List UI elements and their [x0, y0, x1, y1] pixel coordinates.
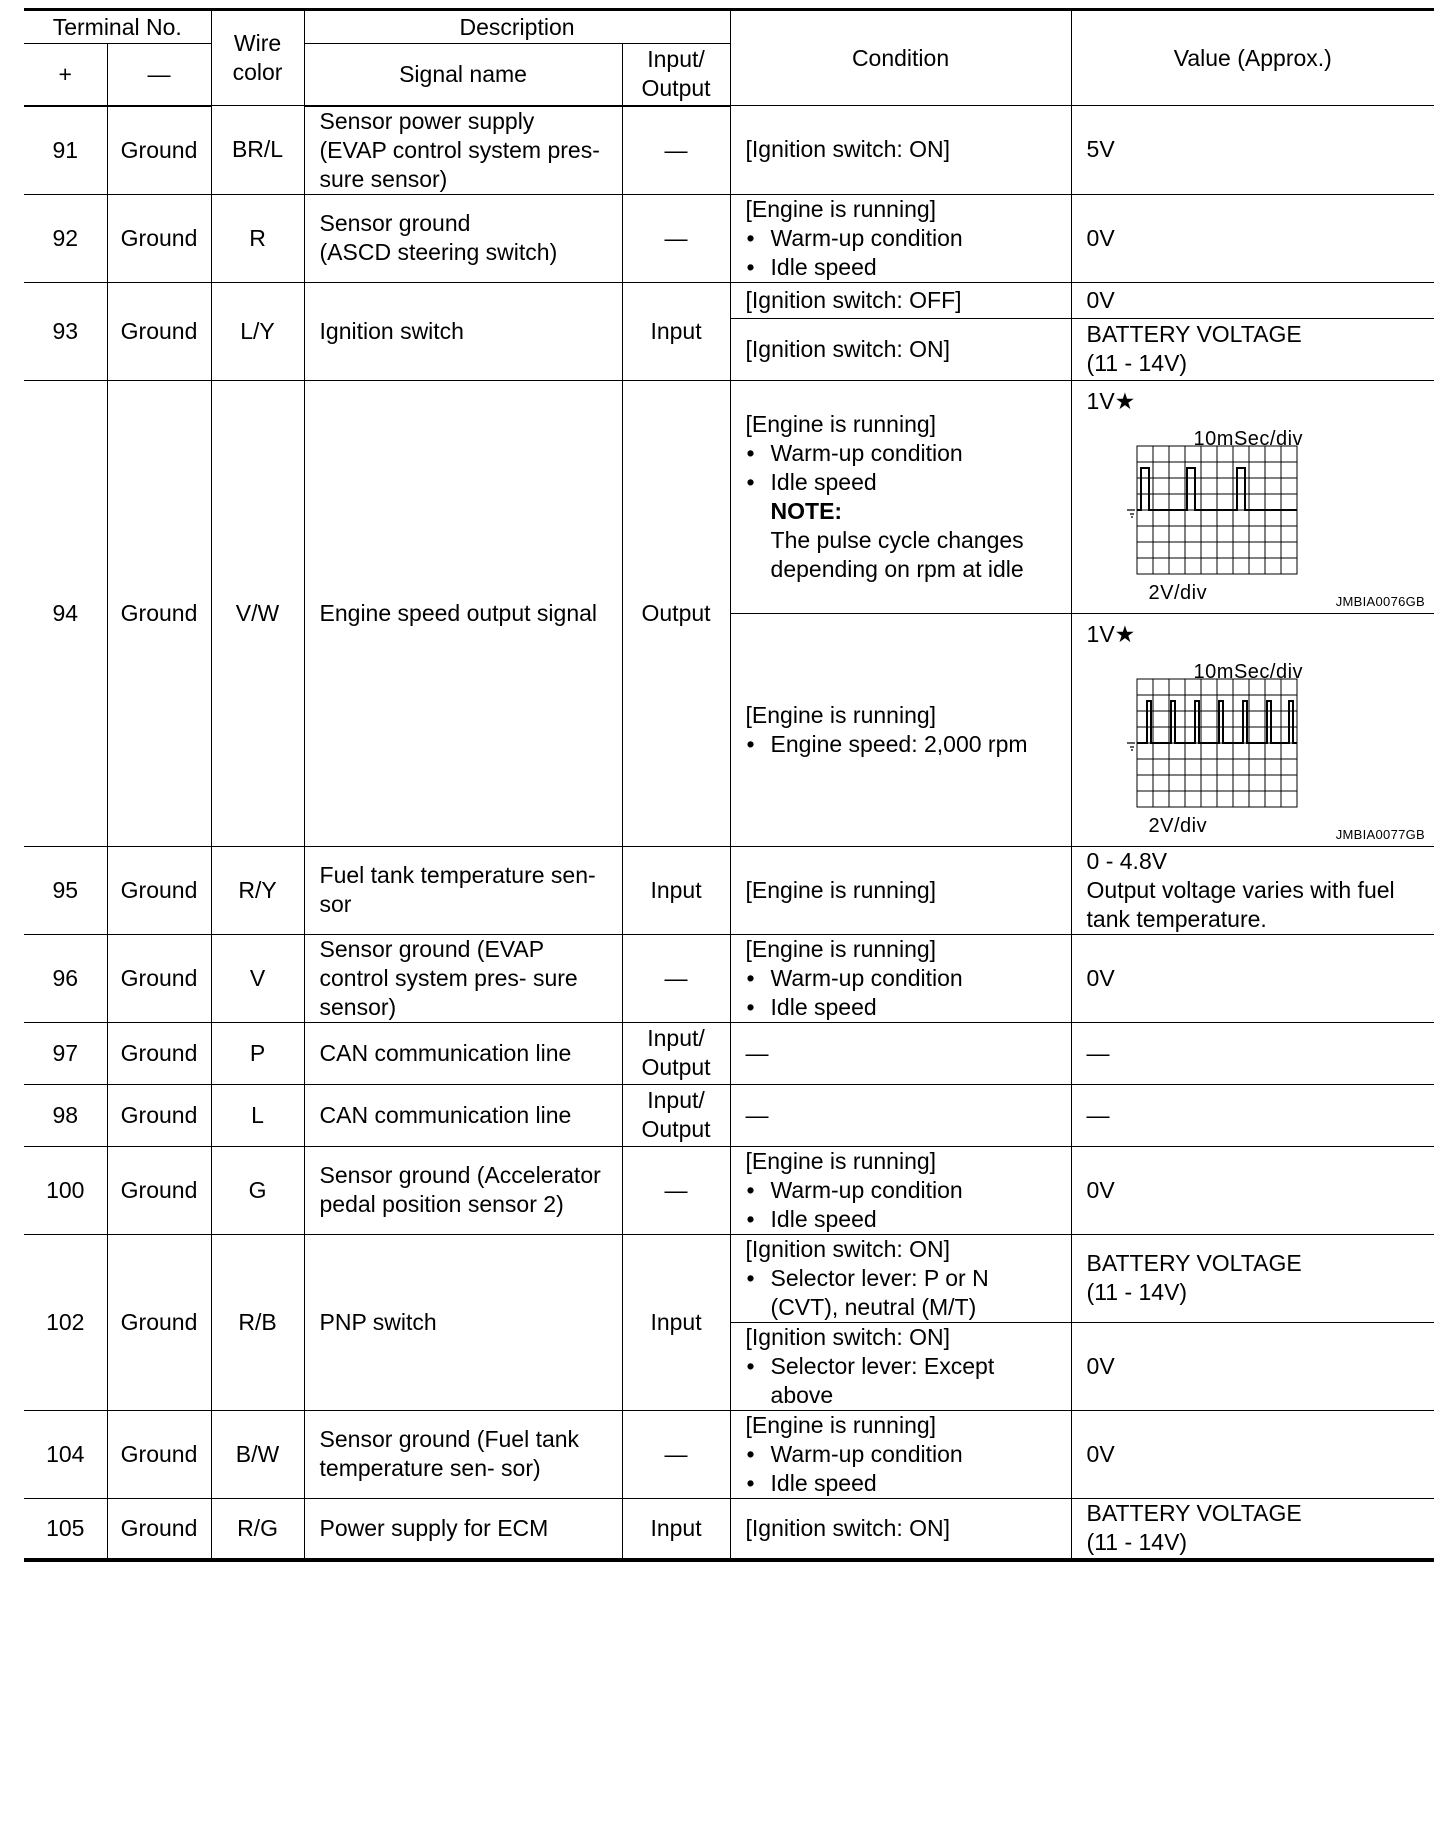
- note-label: NOTE:: [770, 497, 843, 524]
- value-line: 0 - 4.8V: [1086, 847, 1168, 874]
- value: —: [1071, 1022, 1434, 1084]
- signal-name: Engine speed output signal: [304, 380, 622, 846]
- condition: [730, 380, 1071, 613]
- value-line: (11 - 14V): [1086, 1529, 1188, 1556]
- value: 0V: [1071, 194, 1434, 282]
- condition-bullet: • Warm-up condition: [771, 964, 1056, 993]
- condition: [730, 934, 1071, 1022]
- signal-name: [304, 194, 622, 282]
- condition: [730, 194, 1071, 282]
- wire-color: B/W: [211, 1410, 304, 1498]
- value: [1071, 613, 1434, 846]
- signal-name: Sensor ground (Accelerator pedal position sensor 2): [304, 1146, 622, 1234]
- signal-line: (ASCD steering switch): [319, 239, 558, 265]
- condition-bullet: • Warm-up condition: [771, 1176, 1056, 1205]
- scope-volt-div: 2V/div: [1148, 814, 1208, 837]
- table-row: [24, 1022, 1434, 1084]
- condition: [Ignition switch: ON]: [730, 1498, 1071, 1560]
- terminal-plus: 96: [24, 934, 107, 1022]
- figure-code: JMBIA0076GB: [1335, 593, 1426, 609]
- wire-color: P: [211, 1022, 304, 1084]
- signal-name: Sensor ground (EVAP control system pres- sure sensor): [304, 934, 622, 1022]
- value-line: BATTERY VOLTAGE: [1086, 321, 1302, 347]
- scope-time-div: 10mSec/div: [1193, 427, 1304, 450]
- condition-bullet: • Engine speed: 2,000 rpm: [771, 730, 1056, 759]
- input-output: —: [622, 934, 730, 1022]
- value: [1071, 380, 1434, 613]
- condition-title: [Engine is running]: [745, 195, 937, 222]
- value-line: (11 - 14V): [1086, 1279, 1188, 1305]
- input-output: Input: [622, 1498, 730, 1560]
- table-row: [24, 1146, 1434, 1234]
- value: 5V: [1071, 106, 1434, 195]
- header-input-output: Input/ Output: [622, 44, 730, 106]
- scope-time-div: 10mSec/div: [1193, 660, 1304, 683]
- value: —: [1071, 1084, 1434, 1146]
- header-wire-color: Wire color: [211, 10, 304, 106]
- table-row: [24, 1498, 1434, 1560]
- table-row: [24, 934, 1434, 1022]
- input-output: Input/ Output: [622, 1084, 730, 1146]
- input-output: Input/ Output: [622, 1022, 730, 1084]
- header-description: Description: [304, 10, 730, 44]
- signal-name: Fuel tank temperature sen- sor: [304, 846, 622, 934]
- header-signal-name: Signal name: [304, 44, 622, 106]
- header-value: Value (Approx.): [1071, 10, 1434, 106]
- condition-title: [Ignition switch: ON]: [745, 136, 951, 163]
- condition-title: [Engine is running]: [745, 1147, 937, 1174]
- condition-bullet: • Idle speed: [771, 253, 1056, 282]
- input-output: Input: [622, 282, 730, 380]
- input-output: Input: [622, 846, 730, 934]
- table-row: [24, 1410, 1434, 1498]
- condition: [730, 1322, 1071, 1410]
- condition-bullet: • Idle speed: [771, 1205, 1056, 1234]
- scope-grid: [1127, 445, 1307, 585]
- wire-color: BR/L: [211, 106, 304, 195]
- input-output: Output: [622, 380, 730, 846]
- terminal-minus: Ground: [107, 1234, 211, 1410]
- condition: [Ignition switch: OFF]: [730, 282, 1071, 318]
- table-row: [24, 846, 1434, 934]
- condition-title: [Engine is running]: [745, 876, 937, 903]
- signal-name: CAN communication line: [304, 1022, 622, 1084]
- signal-name: CAN communication line: [304, 1084, 622, 1146]
- condition: [730, 846, 1071, 934]
- condition-title: [Engine is running]: [745, 935, 937, 962]
- value: [1071, 1498, 1434, 1560]
- condition-bullet: • Warm-up condition: [771, 224, 1056, 253]
- input-output: —: [622, 1146, 730, 1234]
- scope-voltage: 1V★: [1086, 387, 1136, 414]
- condition-title: [Engine is running]: [745, 410, 937, 437]
- terminal-plus: 100: [24, 1146, 107, 1234]
- table-row: [24, 106, 1434, 195]
- input-output: —: [622, 106, 730, 195]
- value: 0V: [1071, 1322, 1434, 1410]
- value: 0V: [1071, 934, 1434, 1022]
- value-line: BATTERY VOLTAGE: [1086, 1500, 1302, 1527]
- terminal-plus: 97: [24, 1022, 107, 1084]
- condition-bullet: • Selector lever: P or N (CVT), neutral (M/T): [771, 1264, 1056, 1322]
- value: 0V: [1071, 1410, 1434, 1498]
- value-line: BATTERY VOLTAGE: [1086, 1250, 1302, 1276]
- table-row: [24, 380, 1434, 613]
- table-row: [24, 1084, 1434, 1146]
- condition: [Ignition switch: ON]: [730, 318, 1071, 380]
- header-minus: —: [107, 44, 211, 106]
- terminal-plus: 104: [24, 1410, 107, 1498]
- input-output: Input: [622, 1234, 730, 1410]
- condition-bullet: [771, 468, 1056, 584]
- terminal-minus: Ground: [107, 1146, 211, 1234]
- condition: [730, 613, 1071, 846]
- wire-color: V: [211, 934, 304, 1022]
- value: [1071, 1234, 1434, 1322]
- condition: —: [730, 1084, 1071, 1146]
- terminal-plus: 102: [24, 1234, 107, 1410]
- value: 0V: [1071, 1146, 1434, 1234]
- figure-code: JMBIA0077GB: [1335, 826, 1426, 842]
- condition-bullet: • Warm-up condition: [771, 439, 1056, 468]
- wire-color: R/G: [211, 1498, 304, 1560]
- header-condition: Condition: [730, 10, 1071, 106]
- condition-bullet: • Idle speed: [771, 1469, 1056, 1498]
- terminal-plus: 95: [24, 846, 107, 934]
- terminal-plus: 91: [24, 106, 107, 195]
- value: [1071, 318, 1434, 380]
- terminal-minus: Ground: [107, 1084, 211, 1146]
- value: [1071, 846, 1434, 934]
- terminal-minus: Ground: [107, 846, 211, 934]
- wire-color: G: [211, 1146, 304, 1234]
- terminal-plus: 93: [24, 282, 107, 380]
- signal-name: Power supply for ECM: [304, 1498, 622, 1560]
- oscilloscope-waveform: [1086, 381, 1426, 613]
- scope-voltage: 1V★: [1086, 620, 1136, 647]
- condition: [730, 1410, 1071, 1498]
- wire-color: R/Y: [211, 846, 304, 934]
- terminal-minus: Ground: [107, 1410, 211, 1498]
- scope-grid: [1127, 678, 1307, 818]
- value-line: Output voltage varies with fuel tank temperature.: [1086, 876, 1395, 932]
- wire-color: L: [211, 1084, 304, 1146]
- terminal-minus: Ground: [107, 194, 211, 282]
- terminal-minus: Ground: [107, 380, 211, 846]
- input-output: —: [622, 194, 730, 282]
- terminal-plus: 92: [24, 194, 107, 282]
- wire-color: V/W: [211, 380, 304, 846]
- condition-title: [Engine is running]: [745, 1411, 937, 1438]
- condition-bullet: • Selector lever: Except above: [771, 1352, 1056, 1410]
- condition-title: [Ignition switch: ON]: [745, 1323, 951, 1350]
- terminal-plus: 98: [24, 1084, 107, 1146]
- table-row: [24, 1234, 1434, 1322]
- input-output: —: [622, 1410, 730, 1498]
- signal-name: Sensor power supply (EVAP control system pres- sure sensor): [304, 106, 622, 195]
- signal-name: PNP switch: [304, 1234, 622, 1410]
- scope-volt-div: 2V/div: [1148, 581, 1208, 604]
- oscilloscope-waveform: [1086, 614, 1426, 846]
- condition-bullet-text: Idle speed: [770, 468, 877, 495]
- terminal-minus: Ground: [107, 1022, 211, 1084]
- wire-color: R/B: [211, 1234, 304, 1410]
- condition: [730, 106, 1071, 195]
- terminal-minus: Ground: [107, 282, 211, 380]
- condition-title: [Ignition switch: ON]: [745, 1235, 951, 1262]
- terminal-plus: 94: [24, 380, 107, 846]
- condition: [730, 1234, 1071, 1322]
- condition: —: [730, 1022, 1071, 1084]
- signal-name: Ignition switch: [304, 282, 622, 380]
- note-text: The pulse cycle changes depending on rpm at idle: [770, 526, 1024, 582]
- value: 0V: [1071, 282, 1434, 318]
- wire-color: L/Y: [211, 282, 304, 380]
- terminal-minus: Ground: [107, 106, 211, 195]
- header-plus: +: [24, 44, 107, 106]
- condition-bullet: • Idle speed: [771, 993, 1056, 1022]
- condition-title: [Engine is running]: [745, 701, 937, 728]
- signal-line: Sensor ground: [319, 210, 471, 236]
- table-row: [24, 194, 1434, 282]
- condition-bullet: • Warm-up condition: [771, 1440, 1056, 1469]
- terminal-minus: Ground: [107, 934, 211, 1022]
- terminal-plus: 105: [24, 1498, 107, 1560]
- table-row: [24, 282, 1434, 318]
- condition: [730, 1146, 1071, 1234]
- signal-name: Sensor ground (Fuel tank temperature sen- sor): [304, 1410, 622, 1498]
- wire-color: R: [211, 194, 304, 282]
- terminal-spec-table: [24, 8, 1434, 1562]
- value-line: (11 - 14V): [1086, 350, 1188, 376]
- header-terminal-no: Terminal No.: [24, 10, 211, 44]
- terminal-minus: Ground: [107, 1498, 211, 1560]
